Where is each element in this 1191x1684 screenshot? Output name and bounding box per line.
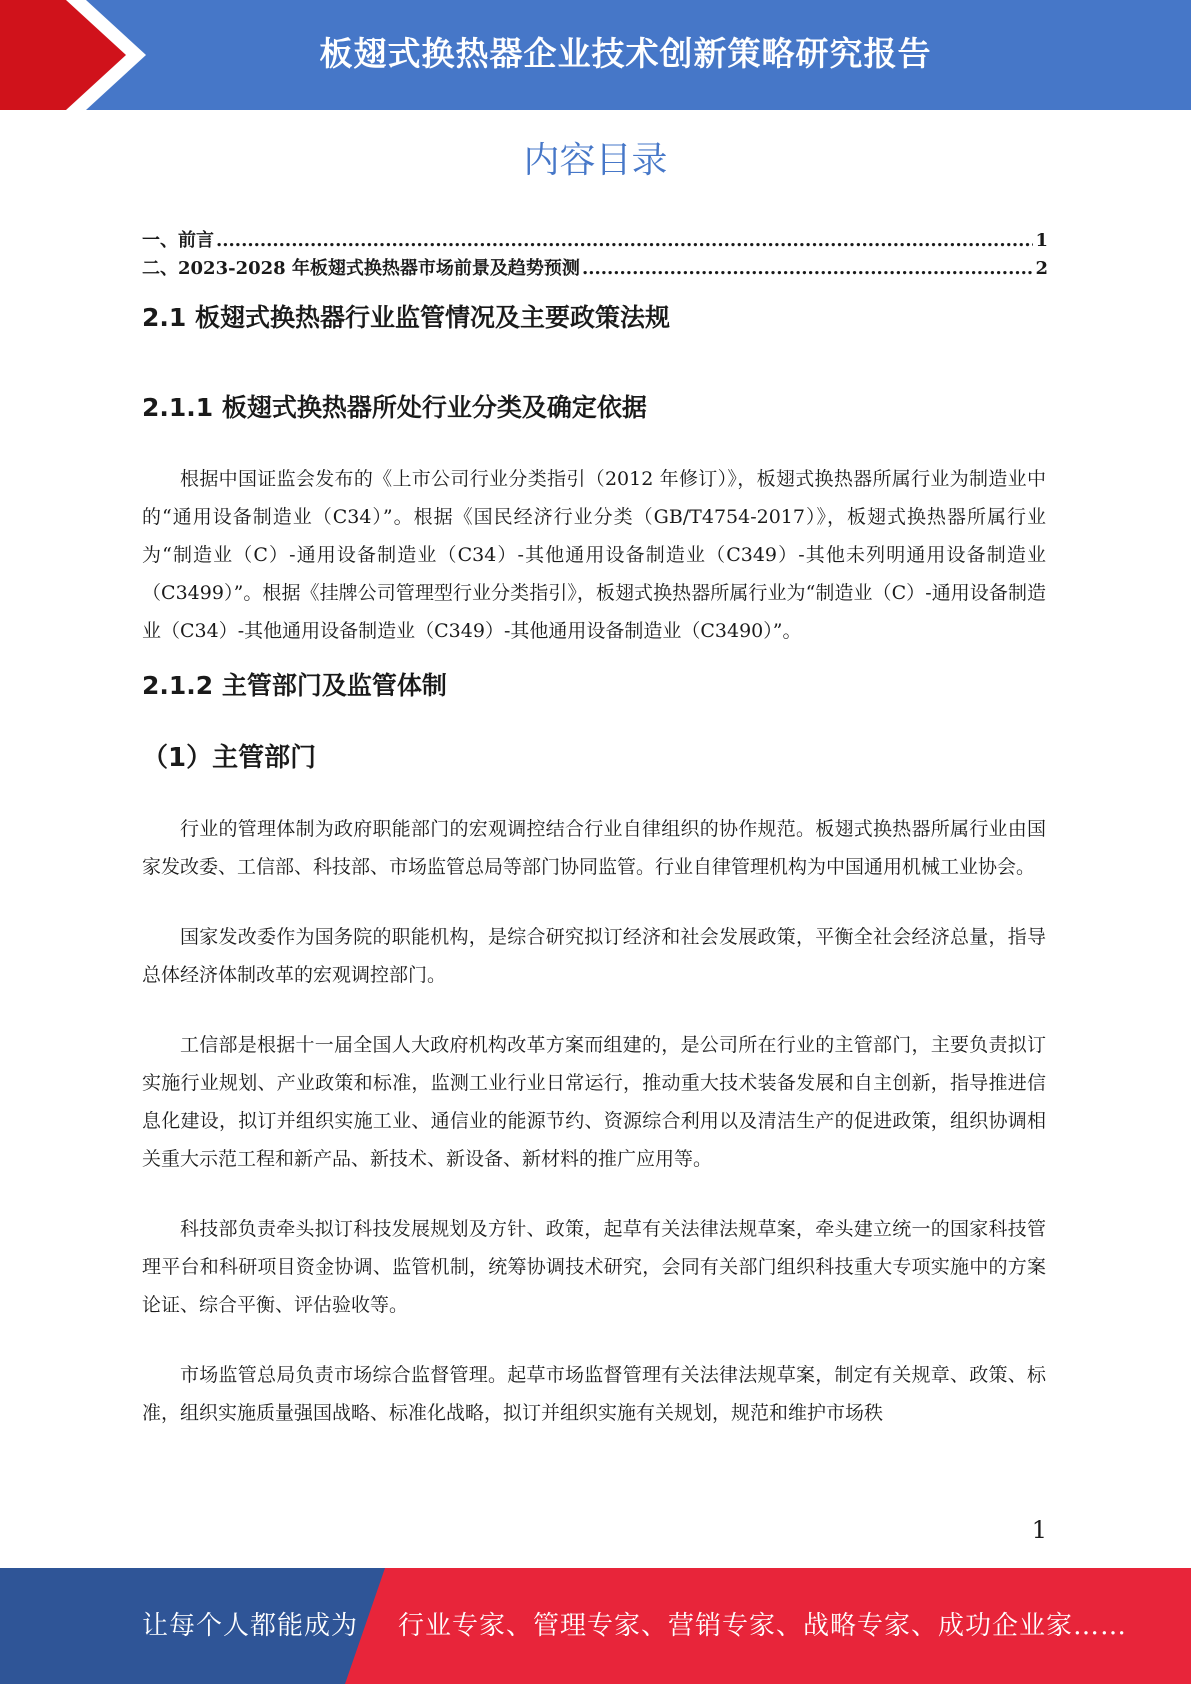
- paragraph: 国家发改委作为国务院的职能机构，是综合研究拟订经济和社会发展政策，平衡全社会经济总量，指导总体经济体制改革的宏观调控部门。: [142, 926, 1046, 986]
- main-content: [142, 296, 1046, 1432]
- report-title: 板翅式换热器企业技术创新策略研究报告: [319, 34, 932, 73]
- toc-entry-page: 2: [1035, 258, 1048, 279]
- paragraph: 工信部是根据十一届全国人大政府机构改革方案而组建的，是公司所在行业的主管部门，主要负责拟订实施行业规划、产业政策和标准，监测工业行业日常运行，推动重大技术装备发展和自主创新，指导推进信息化建设，拟订并组织实施工业、通信业的能源节约、资源综合利用以及清洁生产的促进政策，组织协调相关重大示范工程和新产品、新技术、新设备、新材料的推广应用等。: [142, 1034, 1046, 1170]
- table-of-contents: [142, 226, 1048, 282]
- subsection-heading: 2.1.1 板翅式换热器所处行业分类及确定依据: [142, 393, 647, 422]
- chevron-icon: [0, 0, 160, 110]
- toc-leader-dots: [582, 258, 1034, 279]
- footer-banner: [0, 1568, 1191, 1684]
- footer-slogan-left: 让每个人都能成为: [142, 1611, 359, 1641]
- toc-leader-dots: [216, 230, 1033, 251]
- toc-entry-label: 二、2023-2028 年板翅式换热器市场前景及趋势预测: [142, 258, 580, 279]
- header-banner: [0, 0, 1191, 110]
- paragraph: 根据中国证监会发布的《上市公司行业分类指引（2012 年修订）》，板翅式换热器所属行业为制造业中的“通用设备制造业（C34）”。根据《国民经济行业分类（GB/T4754-2017）》，板翅式换热器所属行业为“制造业（C）-通用设备制造业（C34）-其他通用设备制造业（C349）-其他未列明通用设备制造业（C3499）”。根据《挂牌公司管理型行业分类指引》，板翅式换热器所属行业为“制造业（C）-通用设备制造业（C34）-其他通用设备制造业（C349）-其他通用设备制造业（C3490）”。: [142, 468, 1046, 642]
- paragraph: 行业的管理体制为政府职能部门的宏观调控结合行业自律组织的协作规范。板翅式换热器所属行业由国家发改委、工信部、科技部、市场监管总局等部门协同监管。行业自律管理机构为中国通用机械工业协会。: [142, 818, 1046, 878]
- footer-slogan-right: 行业专家、管理专家、营销专家、战略专家、成功企业家……: [398, 1611, 1128, 1641]
- subsection-heading: 2.1.2 主管部门及监管体制: [142, 671, 447, 700]
- toc-entry-label: 一、前言: [142, 230, 214, 251]
- toc-entry[interactable]: [142, 226, 1048, 254]
- section-heading: 2.1 板翅式换热器行业监管情况及主要政策法规: [142, 303, 670, 332]
- toc-entry-page: 1: [1035, 230, 1048, 251]
- toc-entry[interactable]: [142, 254, 1048, 282]
- page-number: 1: [1031, 1516, 1047, 1544]
- toc-heading: 内容目录: [523, 140, 668, 181]
- paragraph: 市场监管总局负责市场综合监督管理。起草市场监督管理有关法律法规草案，制定有关规章、政策、标准，组织实施质量强国战略、标准化战略，拟订并组织实施有关规划，规范和维护市场秩: [142, 1364, 1046, 1424]
- paragraph: 科技部负责牵头拟订科技发展规划及方针、政策，起草有关法律法规草案，牵头建立统一的国家科技管理平台和科研项目资金协调、监管机制，统筹协调技术研究，会同有关部门组织科技重大专项实施中的方案论证、综合平衡、评估验收等。: [142, 1218, 1046, 1316]
- subsubsection-heading: （1）主管部门: [142, 743, 317, 773]
